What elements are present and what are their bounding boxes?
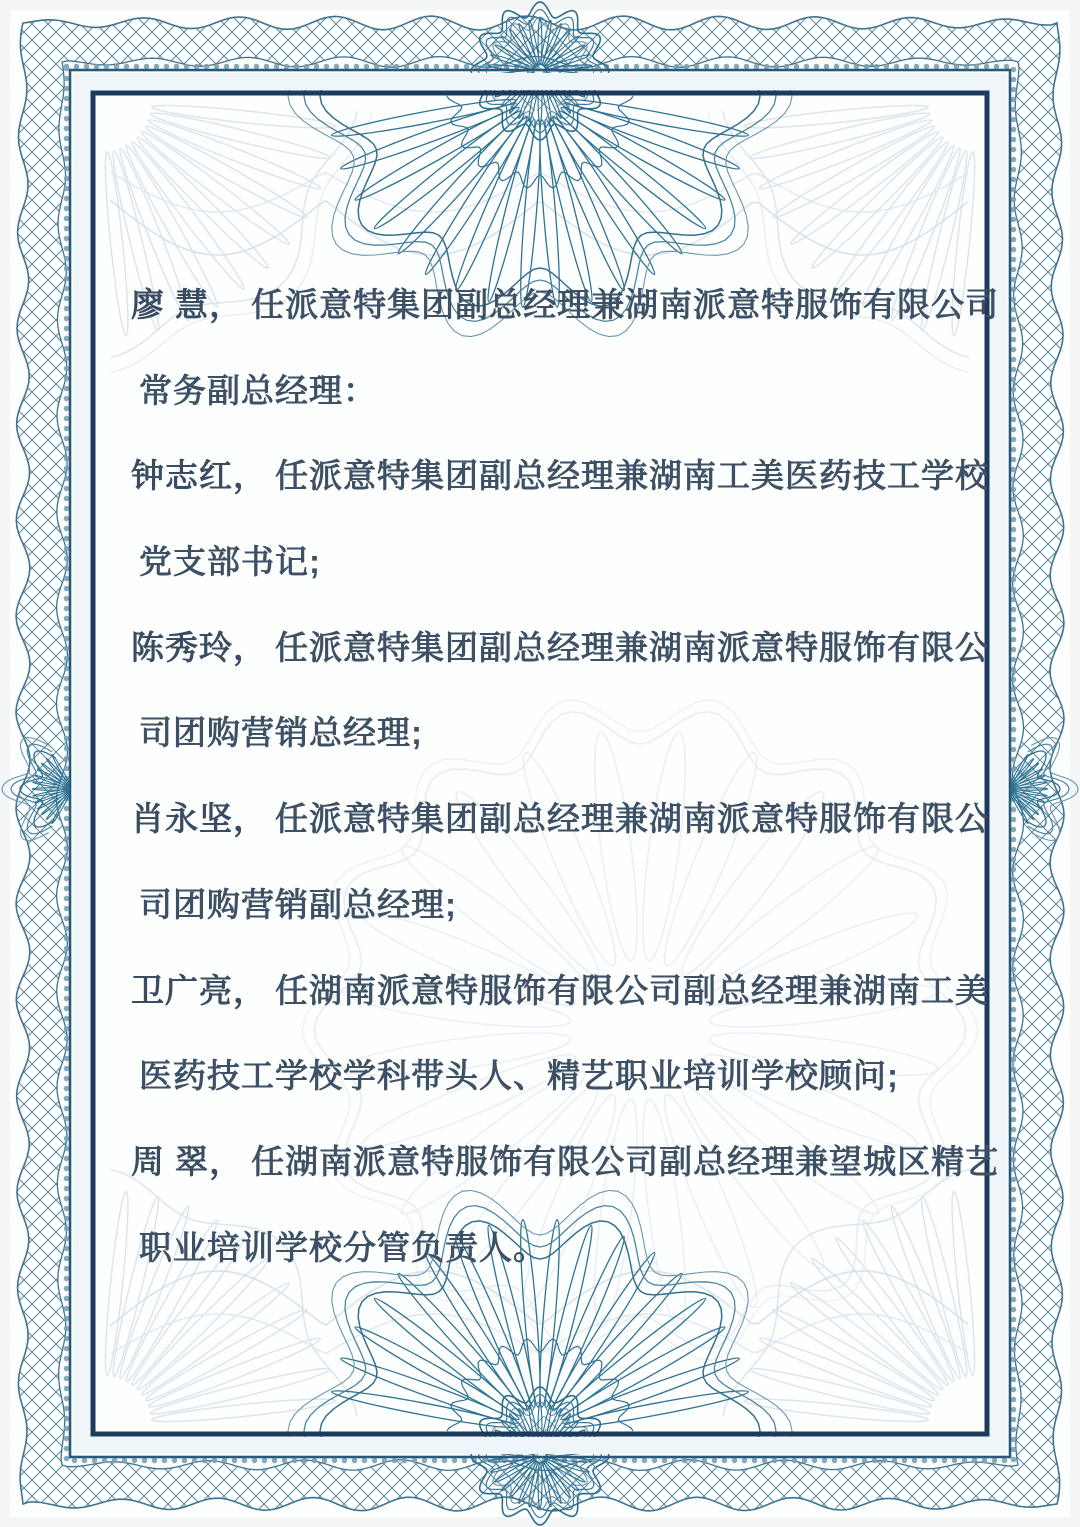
line-text: 司团购营销副总经理; <box>139 885 457 923</box>
line-text: 任派意特集团副总经理兼湖南派意特服饰有限公司 <box>251 286 1000 323</box>
line-text: 任派意特集团副总经理兼湖南工美医药技工学校 <box>275 457 989 495</box>
text-line <box>131 348 961 434</box>
person-name: 廖 慧， <box>131 286 244 323</box>
text-line <box>131 262 1000 348</box>
line-text: 任湖南派意特服饰有限公司副总经理兼望城区精艺 <box>251 1142 1000 1180</box>
person-name: 卫广亮， <box>131 971 267 1009</box>
text-line <box>131 1033 961 1119</box>
person-name: 周 翠， <box>131 1142 244 1180</box>
line-text: 职业培训学校分管负责人。 <box>139 1228 547 1266</box>
person-name: 肖永坚， <box>131 800 267 838</box>
text-line <box>131 519 961 605</box>
appointment-document <box>131 262 1000 1290</box>
line-text: 常务副总经理： <box>139 371 377 409</box>
text-line <box>131 1119 1000 1205</box>
text-line <box>131 862 961 948</box>
line-text: 任派意特集团副总经理兼湖南派意特服饰有限公 <box>275 628 989 666</box>
text-line <box>131 605 989 691</box>
line-text: 党支部书记; <box>139 543 321 581</box>
text-line <box>131 948 989 1034</box>
line-text: 任湖南派意特服饰有限公司副总经理兼湖南工美 <box>275 971 989 1009</box>
person-name: 陈秀玲， <box>131 628 267 666</box>
text-line <box>131 433 989 519</box>
line-text: 司团购营销总经理; <box>139 714 423 752</box>
person-name: 钟志红， <box>131 457 267 495</box>
line-text: 医药技工学校学科带头人、精艺职业培训学校顾问; <box>139 1057 899 1095</box>
text-line <box>131 690 961 776</box>
text-line <box>131 776 989 862</box>
text-line <box>131 1205 961 1291</box>
line-text: 任派意特集团副总经理兼湖南派意特服饰有限公 <box>275 800 989 838</box>
